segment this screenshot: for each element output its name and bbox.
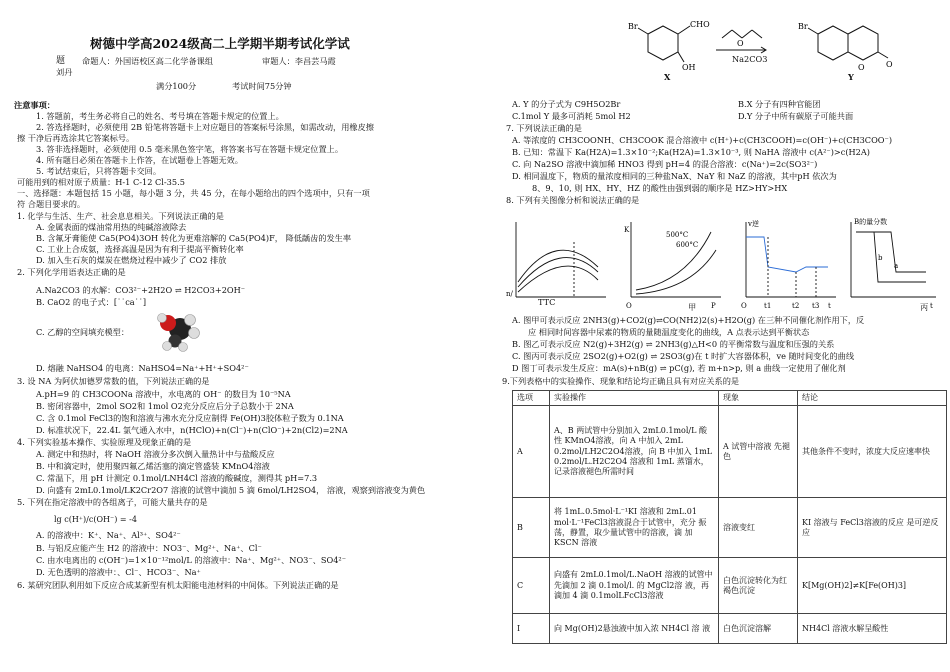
q3-option-c: C. 含 0.1mol FeCl3的饱和溶液与沸水充分反应制得 Fe(OH)3胶体粒子数为 0.1NA [36, 413, 344, 423]
table-cell: B [513, 498, 550, 558]
q6-stem: 6. 某研究团队利用如下反应合成某新型有机太阳能电池材料的中间体。下列说法正确的是 [17, 580, 339, 590]
q3-stem: 3. 设 NA 为阿伏加德罗常数的值，下列说法正确的是 [17, 376, 210, 386]
compound-y-label: Y [848, 72, 854, 82]
table-cell: A [513, 406, 550, 498]
section-heading: 一、选择题：本题包括 15 小题，每小题 3 分，共 45 分，在每小题给出的四个选项中，只有一项 [17, 188, 370, 198]
q8-graphs [506, 212, 946, 312]
graph3-xlabel: t [828, 302, 831, 310]
table-row [513, 406, 947, 498]
table-header-row [513, 391, 947, 406]
q1-option-b: B. 含氟牙膏能使 Ca5(PO4)3OH 转化为更难溶解的 Ca5(PO4)F， 降低龋齿的发生率 [36, 233, 352, 243]
author-line: 命题人：外国语校区高二化学备课组 [82, 56, 214, 66]
graph3-origin: O [741, 302, 747, 310]
q2-option-a: A.Na2CO3 的水解：CO3²⁻+2H2O ⇌ H2CO3+2OH⁻ [36, 285, 246, 295]
y-carbonyl-o-label: O [886, 60, 893, 69]
time-info: 考试时间75分钟 [232, 81, 292, 91]
notice-item: 2. 答选择题时，必须使用 2B 铅笔将答题卡上对应题目的答案标号涂黑，如需改动，用橡皮擦 [36, 122, 374, 132]
graph4-curve-b: b [878, 254, 883, 262]
table-cell: 向盛有 2mL0.1mol/L.NaOH 溶液的试管中先滴加 2 滴 0.1mol/l. 的 MgCl2溶 液，再滴加 4 滴 0.1molLFcCl3溶液 [550, 558, 719, 614]
q9-stem: 9.下列表格中的实验操作、现象和结论均正确且具有对应关系的是 [502, 376, 740, 386]
y-o-label: O [858, 63, 865, 72]
q1-option-d: D. 加入生石灰的煤炭在燃烧过程中减少了 CO2 排放 [36, 255, 227, 265]
q5-a-expression: lg c(H⁺)/c(OH⁻) = -4 [54, 515, 137, 524]
graph3-t3: t3 [812, 302, 820, 310]
table-header: 现象 [719, 391, 798, 406]
table-cell: A、B 两试管中分别加入 2mL0.1mol/L 酸性 KMnO4溶液，向 A 中加入 2mL 0.2mol/LH2C2O4溶液，向 B 中加入 1mL 0.2mol/L.H2C2O4 溶液和 1mL 蒸馏水， 记录溶液褪色所需时间 [550, 406, 719, 498]
right-column [498, 0, 943, 672]
q4-option-a: A. 测定中和热时，将 NaOH 溶液分多次倒入量热计中与盐酸反应 [36, 449, 275, 459]
q5-option-a: A. 的溶液中：K⁺、Na⁺、Al³⁺、SO4²⁻ [36, 530, 181, 540]
q2-option-b: B. CaO2 的电子式：[˙˙ca˙˙] [36, 297, 147, 307]
author-name: 刘丹 [56, 67, 73, 77]
q7-option-d: D. 相同温度下，物质的量浓度相同的三种盐NaX、NaY 和 NaZ 的溶液，其中pH 依次为 [512, 171, 837, 181]
graph3-t1: t1 [764, 302, 772, 310]
q7-option-b: B. 已知：常温下 Ka(H2A)=1.3×10⁻²;Ka(H2A)=1.3×10⁻³, 则 NaHA 溶液中 c(A²⁻)>c(H2A) [512, 147, 870, 157]
q1-option-c: C. 工业上合成氨，选择高温是因为有利于提高平衡转化率 [36, 244, 244, 254]
table-cell: I [513, 614, 550, 644]
graph1-caption: TTC [538, 297, 556, 307]
table-cell: NH4Cl 溶液水解呈酸性 [798, 614, 947, 644]
q8-option-d: D 图丁可表示发生反应：mA(s)+nB(g) ⇌ pC(g), 若 m+n>p, 则 a 曲线一定使用了催化剂 [512, 363, 846, 373]
reviewer-line: 审题人：李昌芸马霞 [262, 56, 336, 66]
q7-option-d-cont: 8、9、10, 则 HX、HY、HZ 的酸性由强到弱的顺序是 HZ>HY>HX [532, 183, 788, 193]
x-bromo-label: Br [628, 22, 638, 31]
graph2-origin: O [626, 302, 632, 310]
q6-option-b: B.X 分子有四种官能团 [738, 99, 821, 109]
ethanol-model-image [150, 305, 206, 355]
q3-option-a: A.pH=9 的 CH3COONa 溶液中，水电离的 OH⁻ 的数目为 10⁻⁵NA [36, 389, 291, 399]
table-cell: 溶液变红 [719, 498, 798, 558]
q7-option-a: A. 等浓度的 CH3COONH、CH3COOK 混合溶液中 c(H⁺)+c(CH3COOH)=c(OH⁻)+c(CH3COO⁻) [512, 135, 893, 145]
notice-item: 4. 所有题目必须在答题卡上作答，在试题卷上答题无效。 [36, 155, 243, 165]
table-cell: KI 溶液与 FeCl3溶液的反应 是可逆反应 [798, 498, 947, 558]
q3-option-b: B. 密闭容器中，2mol SO2和 1mol O2充分反应后分子总数小于 2NA [36, 401, 294, 411]
graph4-ylabel: B的量分数 [854, 218, 888, 226]
table-header: 结论 [798, 391, 947, 406]
q5-stem: 5. 下列在指定溶液中的各组离子，可能大量共存的是 [17, 497, 208, 507]
q7-stem: 7. 下列说法正确的是 [506, 123, 582, 133]
q4-option-d: D. 向盛有 2mL0.1mol/LK2Cr2O7 溶液的试管中滴加 5 滴 6mol/LH2SO4， 溶液，观察到溶液变为黄色 [36, 485, 426, 495]
q2-stem: 2. 下列化学用语表达正确的是 [17, 267, 126, 277]
graph2-ylabel: K [624, 226, 630, 234]
graph1-ylabel: n/ [506, 290, 513, 298]
q4-option-b: B. 中和滴定时，使用聚四氟乙烯活塞的滴定管盛装 KMnO4溶液 [36, 461, 270, 471]
graph2-temp1: 500°C [666, 231, 689, 239]
score-info: 满分100分 [156, 81, 197, 91]
table-row [513, 498, 947, 558]
graph-label-bing: 丙 [920, 302, 929, 312]
notice-heading: 注意事项： [14, 100, 55, 110]
x-cho-label: CHO [690, 20, 710, 29]
table-cell: 白色沉淀溶解 [719, 614, 798, 644]
exam-title-cont: 题 [56, 56, 66, 66]
q7-option-c: C. 向 Na2SO 溶液中滴加稀 HNO3 得到 pH=4 的混合溶液：c(Na⁺)=2c(SO3²⁻) [512, 159, 818, 169]
q1-option-a: A. 金属表面的煤油常用热的纯碱溶液除去 [36, 222, 187, 232]
q6-option-c: C.1mol Y 最多可消耗 5mol H2 [512, 111, 631, 121]
q1-stem: 1. 化学与生活、生产、社会息息相关。下列说法正确的是 [17, 211, 224, 221]
y-bromo-label: Br [798, 22, 808, 31]
exam-title: 树德中学高2024级高二上学期半期考试化学试 [90, 36, 350, 51]
q8-option-c: C. 图丙可表示反应 2SO2(g)+O2(g) ⇌ 2SO3(g)在 t 时扩大容器体积，ve 随时间变化的曲线 [512, 351, 855, 361]
q2-option-c: C. 乙醇的空间填充模型： [36, 327, 130, 337]
atomic-mass: 可能用到的相对原子质量：H-1 C-12 Cl-35.5 [17, 177, 185, 187]
q6-option-d: D.Y 分子中所有碳原子可能共面 [738, 111, 854, 121]
q4-stem: 4. 下列实验基本操作、实验原理及现象正确的是 [17, 437, 192, 447]
table-row [513, 614, 947, 644]
section-heading-cont: 符 合题目要求的。 [17, 199, 86, 209]
q4-option-c: C. 常温下，用 pH 计测定 0.1mol/LNH4Cl 溶液的酸碱度，测得其 pH=7.3 [36, 473, 318, 483]
graph3-t2: t2 [792, 302, 800, 310]
table-header: 选项 [513, 391, 550, 406]
compound-x-label: X [664, 72, 671, 82]
q8-option-a-cont: 应 相同时间容器中尿素的物质的量随温度变化的曲线，A 点表示达到平衡状态 [528, 327, 810, 337]
left-column [14, 0, 470, 672]
notice-item: 擦 干净后再选涂其它答案标号。 [17, 133, 135, 143]
graph4-xlabel: t [930, 302, 933, 310]
table-cell: 白色沉淀转化为红褐色沉淀 [719, 558, 798, 614]
q8-option-b: B. 图乙可表示反应 N2(g)+3H2(g) ⇌ 2NH3(g)△H<0 的平衡常数与温度和压强的关系 [512, 339, 835, 349]
graph2-xlabel: P [711, 302, 716, 310]
table-cell: 其他条件不变时，浓度大反应速率快 [798, 406, 947, 498]
anhydride-o-label: O [737, 39, 744, 48]
q8-option-a: A. 图甲可表示反应 2NH3(g)+CO2(g)⇌CO(NH2)2(s)+H2O(g) 在三种不同催化剂作用下，反 [512, 315, 865, 325]
q2-option-d: D. 熔融 NaHSO4 的电离：NaHSO4=Na⁺+H⁺+SO4²⁻ [36, 363, 249, 373]
graph2-temp2: 600°C [676, 241, 699, 249]
q8-stem: 8. 下列有关图像分析和说法正确的是 [506, 195, 640, 205]
q6-option-a: A. Y 的分子式为 C9H5O2Br [512, 99, 621, 109]
q5-option-d: D. 无色透明的溶液中：、Cl⁻、HCO3⁻、Na⁺ [36, 567, 201, 577]
x-oh-label: OH [682, 63, 696, 72]
q3-option-d: D. 标准状况下，22.4L 氯气通入水中，n(HClO)+n(Cl⁻)+n(ClO⁻)+2n(Cl2)=2NA [36, 425, 348, 435]
graph3-ylabel: v逆 [748, 220, 759, 228]
notice-item: 1. 答题前，考生务必将自己的姓名、考号填在答题卡规定的位置上。 [36, 111, 284, 121]
q9-table [512, 390, 947, 644]
table-header: 实验操作 [550, 391, 719, 406]
table-row [513, 558, 947, 614]
q5-option-c: C. 由水电离出的 c(OH⁻)=1×10⁻¹²mol/L 的溶液中：Na⁺、Mg²⁺、NO3⁻、SO4²⁻ [36, 555, 347, 565]
graph-label-jia: 甲 [688, 302, 697, 312]
table-cell: A 试管中溶液 先褪色 [719, 406, 798, 498]
notice-item: 5. 考试结束后，只将答题卡交回。 [36, 166, 162, 176]
reagent-label: Na2CO3 [732, 54, 768, 64]
graph4-curve-a: a [894, 262, 899, 270]
table-cell: C [513, 558, 550, 614]
q5-option-b: B. 与铝反应能产生 H2 的溶液中：NO3⁻、Mg²⁺、Na⁺、Cl⁻ [36, 543, 262, 553]
table-cell: K[Mg(OH)2]≠K[Fe(OH)3] [798, 558, 947, 614]
notice-item: 3. 答非选择题时，必须使用 0.5 毫米黑色签字笔，将答案书写在答题卡规定位置上。 [36, 144, 344, 154]
table-cell: 向 Mg(OH)2悬浊液中加入浓 NH4Cl 溶 液 [550, 614, 719, 644]
table-cell: 将 1mL.0.5mol·L⁻¹KI 溶液和 2mL.01 mol·L⁻¹FeCl3溶液混合于试管中，充分 振荡，静置，取少量试管中的溶液，滴 加 KSCN 溶液 [550, 498, 719, 558]
